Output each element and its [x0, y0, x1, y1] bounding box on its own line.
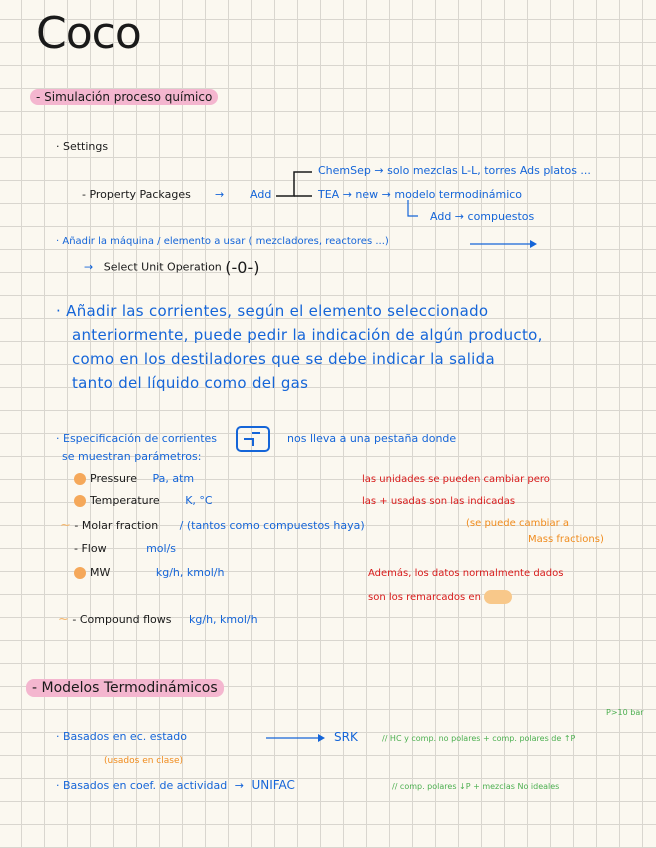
settings-label: · Settings [56, 140, 109, 153]
orange-pill-icon [484, 590, 512, 604]
orange-note-1: (se puede cambiar a [466, 518, 569, 529]
usados-clase: (usados en clase) [104, 756, 183, 766]
orange-note-2: Mass fractions) [528, 534, 604, 545]
srk-note: // HC y comp. no polares + comp. polares de ↑P [382, 734, 576, 743]
paragraph-line-2: anteriormente, puede pedir la indicación de algún producto, [72, 326, 543, 344]
paragraph-line-1: · Añadir las corrientes, según el elemento seleccionado [56, 302, 489, 320]
param-compound-flows: ~ - Compound flows kg/h, kmol/h [58, 612, 258, 627]
add-compuestos-row: Add → compuestos [430, 210, 535, 223]
srk-label: SRK [334, 730, 358, 744]
param-mw: MW kg/h, kmol/h [74, 566, 224, 579]
param-flow: - Flow mol/s [74, 542, 177, 555]
unifac-note: // comp. polares ↓P + mezclas No ideales [392, 782, 560, 791]
param-molar-fraction: ~ - Molar fraction / (tantos como compuestos haya) [60, 518, 365, 533]
param-temperature: Temperature K, °C [74, 494, 213, 507]
orange-dot-icon [74, 473, 86, 485]
red-note-3: Además, los datos normalmente dados [368, 568, 564, 579]
unit-operation-icon: (-0-) [225, 258, 260, 277]
select-unit-row: → Select Unit Operation (-0-) [84, 258, 260, 277]
tea-row: TEA → new → modelo termodinámico [318, 188, 523, 201]
modelo-basados-actividad: · Basados en coef. de actividad → UNIFAC [56, 778, 295, 792]
anadir-maquina: · Añadir la máquina / elemento a usar ( mezcladores, reactores ...) [56, 236, 389, 247]
arrow-1: → [215, 188, 225, 201]
section-heading-modelos: - Modelos Termodinámicos [26, 680, 224, 696]
paragraph-line-4: tanto del líquido como del gas [72, 374, 309, 392]
material-stream-icon [236, 426, 270, 452]
wave-mark-icon: ~ [58, 612, 69, 627]
orange-dot-icon [74, 495, 86, 507]
modelo-basados-estado: · Basados en ec. estado [56, 730, 188, 743]
red-note-2: las + usadas son las indicadas [362, 496, 516, 507]
paragraph-line-3: como en los destiladores que se debe indicar la salida [72, 350, 495, 368]
page-title: Coco [36, 8, 141, 59]
red-note-4: son los remarcados en [368, 590, 512, 604]
pressure-tag: P>10 bar [606, 708, 644, 717]
chemsep-row: ChemSep → solo mezclas L-L, torres Ads platos ... [318, 164, 591, 177]
red-note-1: las unidades se pueden cambiar pero [362, 474, 550, 485]
spec-line-1: · Especificación de corrientes nos lleva a una pestaña donde [56, 426, 456, 452]
orange-dot-icon [74, 567, 86, 579]
param-pressure: Pressure Pa, atm [74, 472, 194, 485]
spec-line-2: se muestran parámetros: [62, 450, 202, 463]
section-heading-simulacion: - Simulación proceso químico [30, 90, 218, 104]
wave-mark-icon: ~ [60, 518, 71, 533]
add-label: Add [250, 188, 272, 201]
property-packages: - Property Packages [82, 188, 191, 201]
